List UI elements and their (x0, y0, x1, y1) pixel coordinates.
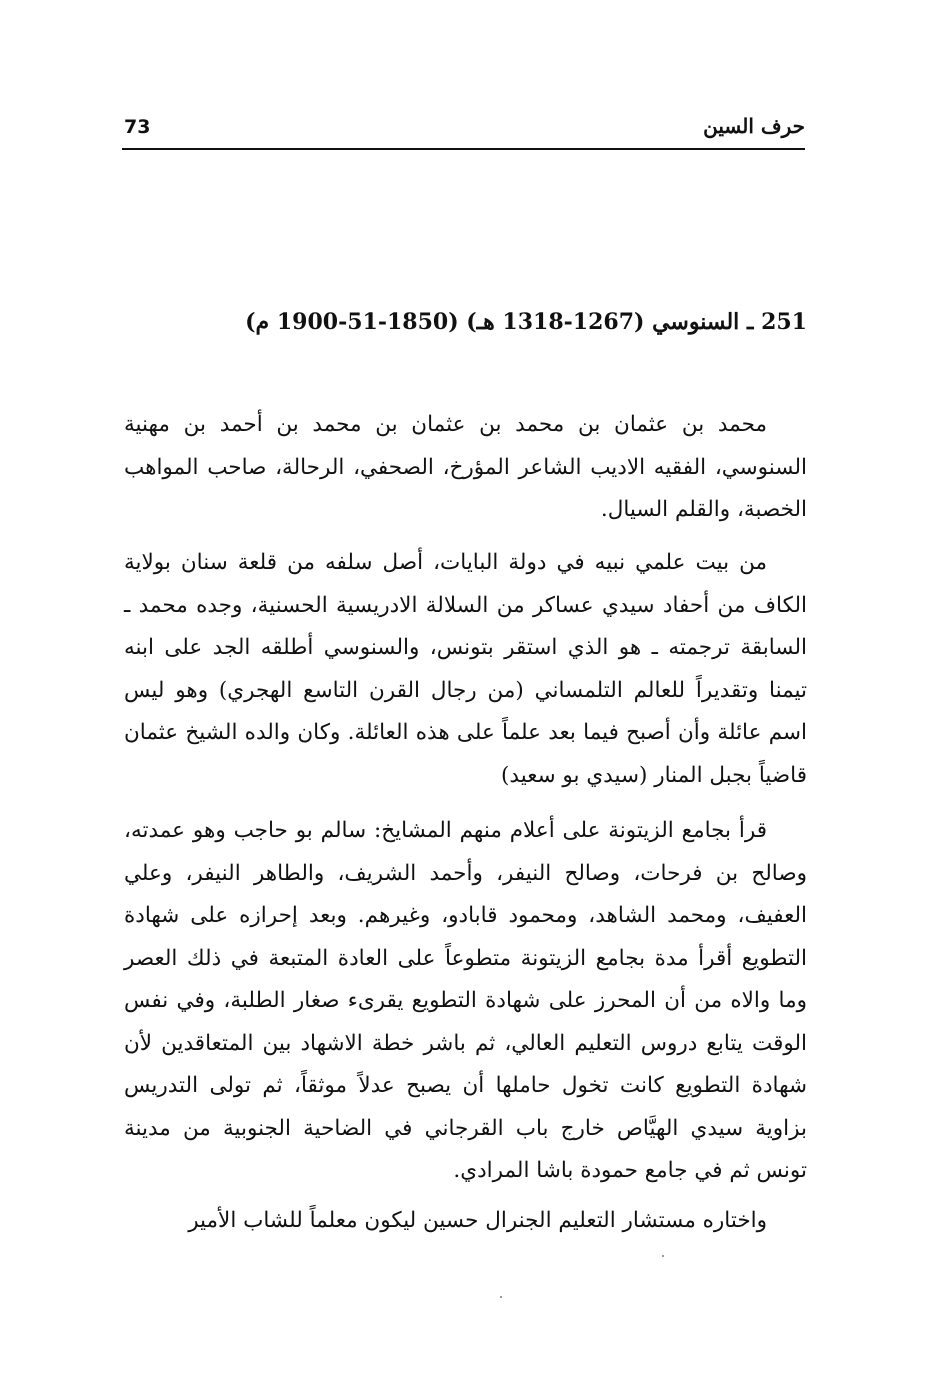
entry-heading: 251 ـ السنوسي (1267-1318 هـ) (1850-51-1900 م) (245, 309, 807, 335)
paragraph-1: محمد بن عثمان بن محمد بن عثمان بن محمد بن أحمد بن مهنية السنوسي، الفقيه الاديب الشاعر المؤرخ، الصحفي، الرحالة، صاحب المواهب الخصبة، والقلم السيال. (124, 412, 807, 522)
paragraph-2: من بيت علمي نبيه في دولة البايات، أصل سلفه من قلعة سنان بولاية الكاف من أحفاد سيدي عساكر من السلالة الادريسية الحسنية، وجده محمد ـ السابقة ترجمته ـ هو الذي استقر بتونس، والسنوسي أطلقه الجد على ابنه تيمنا وتقديراً للعالم التلمساني (من رجال القرن التاسع الهجري) وهو ليس اسم عائلة وأن أصبح فيما بعد علماً على هذه العائلة. وكان والده الشيخ عثمان قاضياً بجبل المنار (سيدي بو سعيد) (124, 550, 807, 788)
page-number: 73 (124, 116, 151, 138)
scan-speck (662, 1255, 664, 1257)
paragraph-4: واختاره مستشار التعليم الجنرال حسين ليكون معلماً للشاب الأمير (188, 1208, 767, 1233)
running-title: حرف السين (703, 114, 805, 138)
paragraph-3: قرأ بجامع الزيتونة على أعلام منهم المشايخ: سالم بو حاجب وهو عمدته، وصالح بن فرحات، وصالح النيفر، وأحمد الشريف، والطاهر النيفر، وعلي العفيف، ومحمد الشاهد، ومحمود قابادو، وغيرهم. وبعد إحرازه على شهادة التطويع أقرأ مدة بجامع الزيتونة متطوعاً على العادة المتبعة في ذلك العصر وما والاه من أن المحرز على شهادة التطويع يقرىء صغار الطلبة، وفي نفس الوقت يتابع دروس التعليم العالي، ثم باشر خطة الاشهاد بين المتعاقدين لأن شهادة التطويع كانت تخول حاملها أن يصبح عدلاً موثقاً، ثم تولى التدريس بزاوية سيدي الهيَّاص خارج باب القرجاني في الضاحية الجنوبية من مدينة تونس ثم في جامع حمودة باشا المرادي. (124, 818, 807, 1183)
page-header (122, 112, 805, 150)
scan-speck (500, 1296, 502, 1298)
